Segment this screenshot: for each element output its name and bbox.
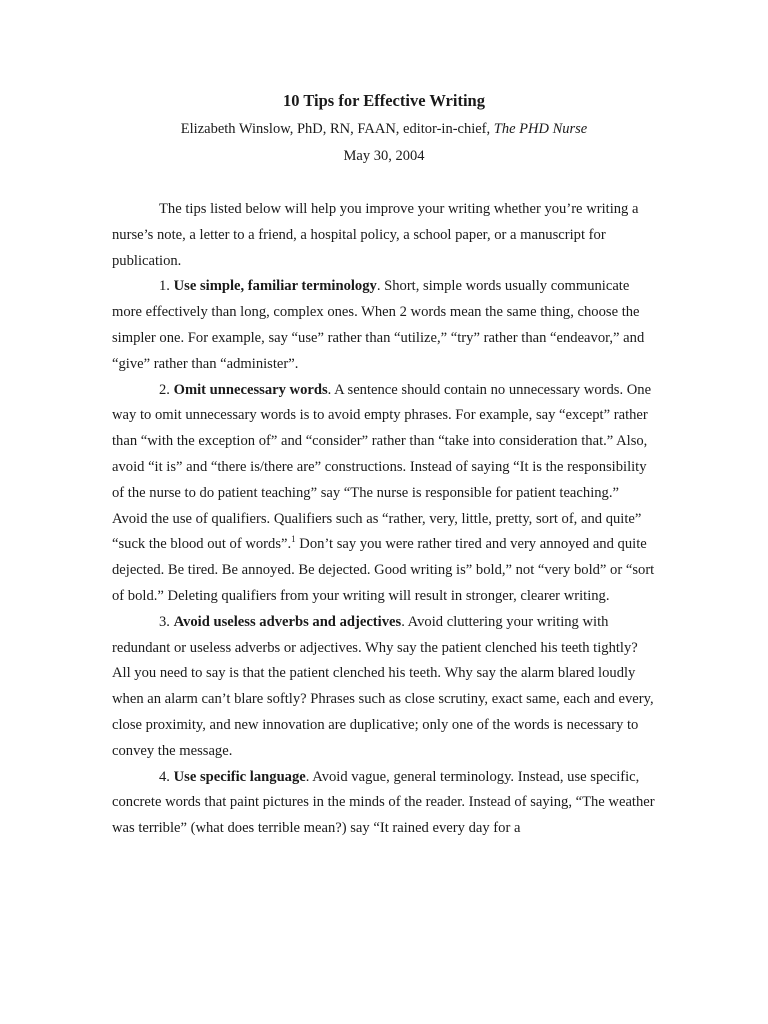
footnote-marker: 1: [291, 534, 296, 545]
document-body: [112, 197, 657, 842]
tip-heading: Omit unnecessary words: [173, 381, 328, 398]
document-title: 10 Tips for Effective Writing: [283, 91, 485, 110]
tip-number: 4.: [159, 768, 170, 785]
tip-text: . Avoid vague, general terminology. Instead, use specific, concrete words that paint pictures in the minds of the reader. Instead of saying, “The weather was terrible” (what does terrible mean?) say “It rained every day for a: [112, 768, 655, 837]
tip-1-paragraph: [112, 274, 657, 377]
tip-number: 1.: [159, 278, 170, 295]
tip-heading: Use simple, familiar terminology: [173, 278, 377, 295]
publication-name: The PHD Nurse: [493, 121, 588, 137]
intro-paragraph: The tips listed below will help you improve your writing whether you’re writing a nurse’s note, a letter to a friend, a hospital policy, a school paper, or a manuscript for publication.: [112, 201, 639, 269]
tip-4-paragraph: [112, 765, 657, 842]
tip-number: 2.: [159, 381, 170, 398]
tip-heading: Avoid useless adverbs and adjectives: [173, 613, 402, 630]
author-line: [0, 119, 768, 139]
tip-2-paragraph: [112, 378, 657, 610]
tip-number: 3.: [159, 613, 170, 630]
document-date: May 30, 2004: [343, 148, 425, 164]
tip-text: . Avoid cluttering your writing with redundant or useless adverbs or adjectives. Why say the patient clenched his teeth tightly? All you need to say is that the patient clenched his teeth. Why say the alarm blared loudly when an alarm can’t blare softly? Phrases such as close scrutiny, exact same, each and every, close proximity, and new innovation are duplicative; only one of the words is necessary to convey the message.: [112, 613, 654, 759]
author-text: Elizabeth Winslow, PhD, RN, FAAN, editor-in-chief,: [180, 121, 494, 137]
tip-heading: Use specific language: [173, 768, 306, 785]
tip-3-paragraph: [112, 610, 657, 765]
tip-text: . A sentence should contain no unnecessary words. One way to omit unnecessary words is to avoid empty phrases. For example, say “except” rather than “with the exception of” and “consider” rather than “take into consideration that.” Also, avoid “it is” and “there is/there are” constructions. Instead of saying “It is the responsibility of the nurse to do patient teaching” say “The nurse is responsible for patient teaching.” Avoid the use of qualifiers. Qualifiers such as “rather, very, little, pretty, sort of, and quite” “suck the blood out of words”.: [112, 381, 652, 553]
tip-text-continued: Don’t say you were rather tired and very annoyed and quite dejected. Be tired. Be annoyed. Be dejected. Good writing is” bold,” not “very bold” or “sort of bold.” Deleting qualifiers from your writing will result in stronger, clearer writing.: [112, 536, 655, 604]
tip-text: . Short, simple words usually communicate more effectively than long, complex ones. When 2 words mean the same thing, choose the simpler one. For example, say “use” rather than “utilize,” “try” rather than “endeavor,” and “give” rather than “administer”.: [112, 278, 645, 372]
